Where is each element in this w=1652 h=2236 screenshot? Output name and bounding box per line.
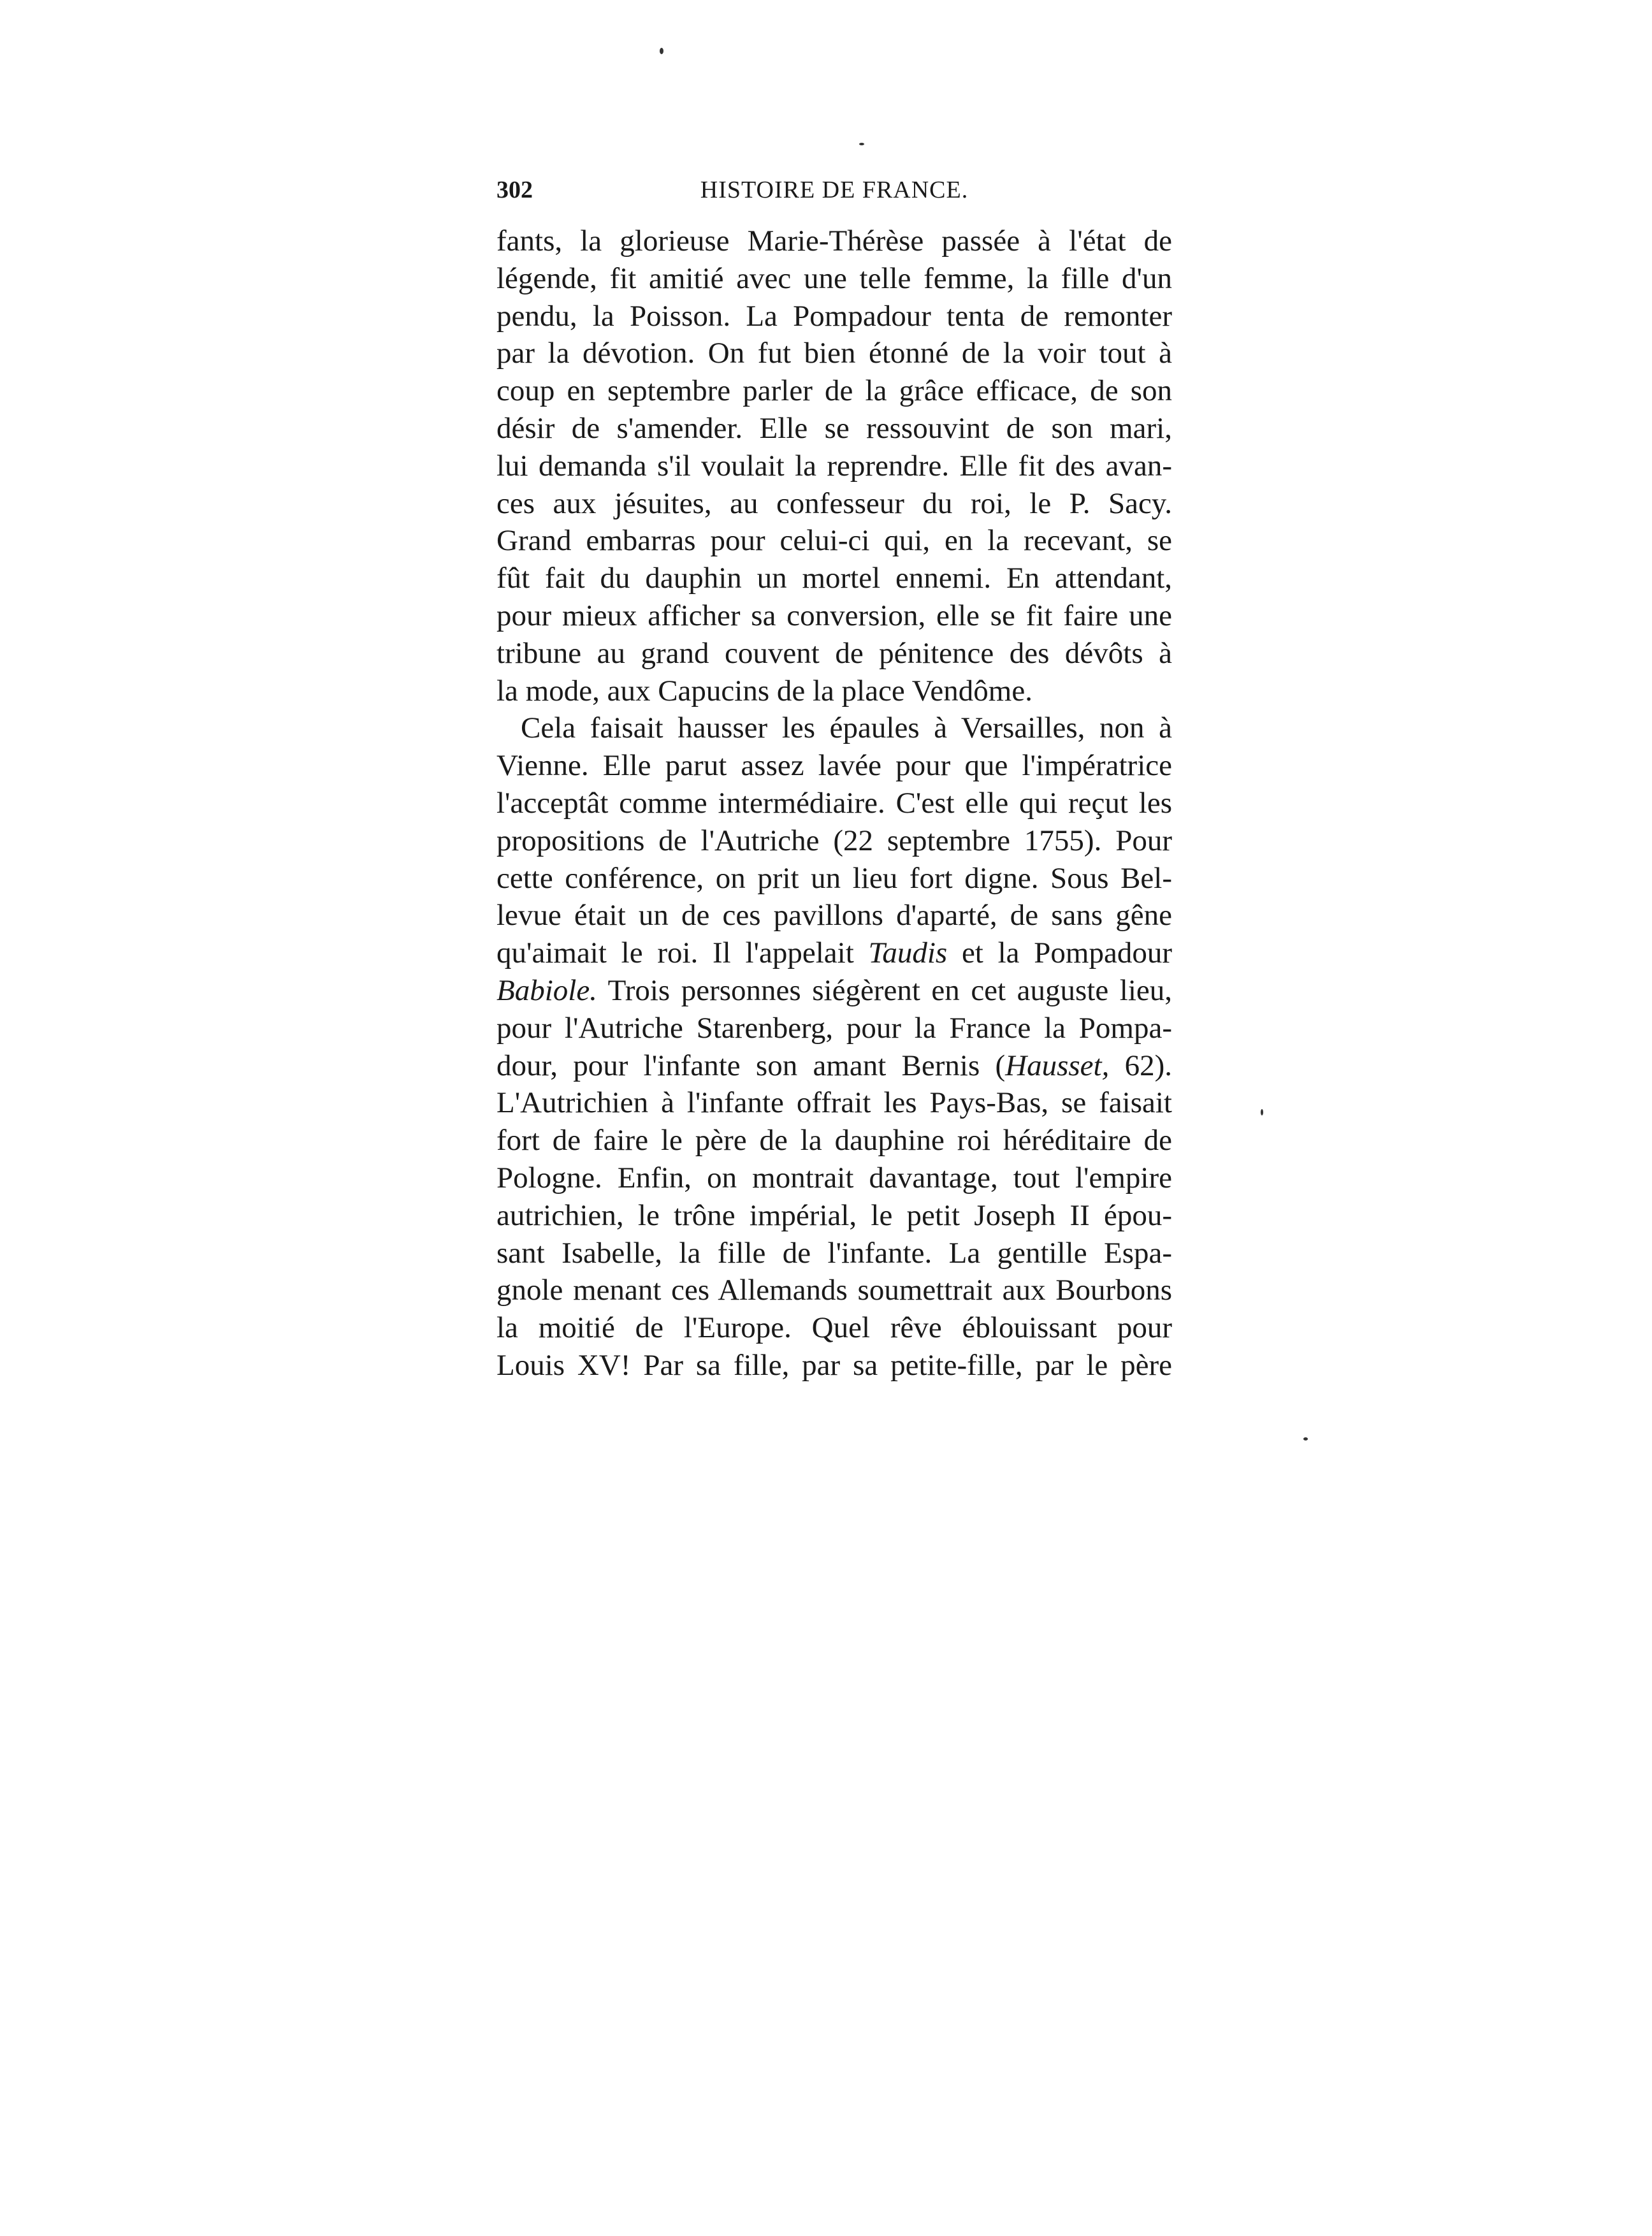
text-line: sant Isabelle, la fille de l'infante. La gentille Espa- — [496, 1236, 1172, 1270]
scan-speck — [859, 143, 864, 145]
text-line: qu'aimait le roi. Il l'appelait Taudis et la Pompadour — [496, 936, 1172, 970]
text-line: pendu, la Poisson. La Pompadour tenta de remonter — [496, 299, 1172, 333]
text-line: autrichien, le trône impérial, le petit Joseph II épou- — [496, 1198, 1172, 1232]
text-line: L'Autrichien à l'infante offrait les Pays-Bas, se faisait — [496, 1086, 1172, 1120]
text-line: Babiole. Trois personnes siégèrent en cet auguste lieu, — [496, 973, 1172, 1007]
italic-text: Babiole. — [496, 973, 597, 1007]
running-title: HISTOIRE DE FRANCE. — [700, 177, 969, 203]
page-header — [496, 171, 1172, 215]
text-line: ces aux jésuites, au confesseur du roi, le P. Sacy. — [496, 486, 1172, 520]
text-line: levue était un de ces pavillons d'aparté, de sans gêne — [496, 899, 1172, 933]
paragraph-first-line: Cela faisait hausser les épaules à Versailles, non à — [521, 711, 1172, 745]
italic-text: Hausset, — [1005, 1049, 1110, 1082]
body-text — [496, 222, 1172, 1384]
text-line: lui demanda s'il voulait la reprendre. Elle fit des avan- — [496, 449, 1172, 483]
text-line: tribune au grand couvent de pénitence des dévôts à — [496, 636, 1172, 670]
scan-speck — [660, 48, 663, 54]
text-line: par la dévotion. On fut bien étonné de la voir tout à — [496, 337, 1172, 370]
text-line: cette conférence, on prit un lieu fort digne. Sous Bel- — [496, 861, 1172, 895]
scan-speck — [1261, 1109, 1263, 1115]
text-line: Pologne. Enfin, on montrait davantage, tout l'empire — [496, 1161, 1172, 1194]
text-line: propositions de l'Autriche (22 septembre 1755). Pour — [496, 824, 1172, 857]
text-line: Vienne. Elle parut assez lavée pour que l'impératrice — [496, 749, 1172, 783]
text-line: la mode, aux Capucins de la place Vendôme. — [496, 674, 1032, 708]
text-line: l'acceptât comme intermédiaire. C'est elle qui reçut les — [496, 786, 1172, 820]
text-line: désir de s'amender. Elle se ressouvint de son mari, — [496, 411, 1172, 445]
text-line: fût fait du dauphin un mortel ennemi. En attendant, — [496, 562, 1172, 595]
text-line: fort de faire le père de la dauphine roi héréditaire de — [496, 1124, 1172, 1158]
scan-speck — [1303, 1437, 1308, 1441]
text-line: pour mieux afficher sa conversion, elle se fit faire une — [496, 599, 1172, 632]
text-line: dour, pour l'infante son amant Bernis (Hausset, 62). — [496, 1049, 1172, 1082]
text-line: gnole menant ces Allemands soumettrait aux Bourbons — [496, 1274, 1172, 1307]
text-line: légende, fit amitié avec une telle femme, la fille d'un — [496, 261, 1172, 295]
text-line: Louis XV! Par sa fille, par sa petite-fille, par le père — [496, 1348, 1172, 1382]
italic-text: Taudis — [868, 936, 948, 970]
text-line: la moitié de l'Europe. Quel rêve éblouissant pour — [496, 1311, 1172, 1345]
text-line: Grand embarras pour celui-ci qui, en la recevant, se — [496, 524, 1172, 558]
page-number: 302 — [496, 177, 533, 203]
text-line: pour l'Autriche Starenberg, pour la France la Pompa- — [496, 1011, 1172, 1045]
text-line: fants, la glorieuse Marie-Thérèse passée à l'état de — [496, 224, 1172, 258]
text-line: coup en septembre parler de la grâce efficace, de son — [496, 374, 1172, 408]
